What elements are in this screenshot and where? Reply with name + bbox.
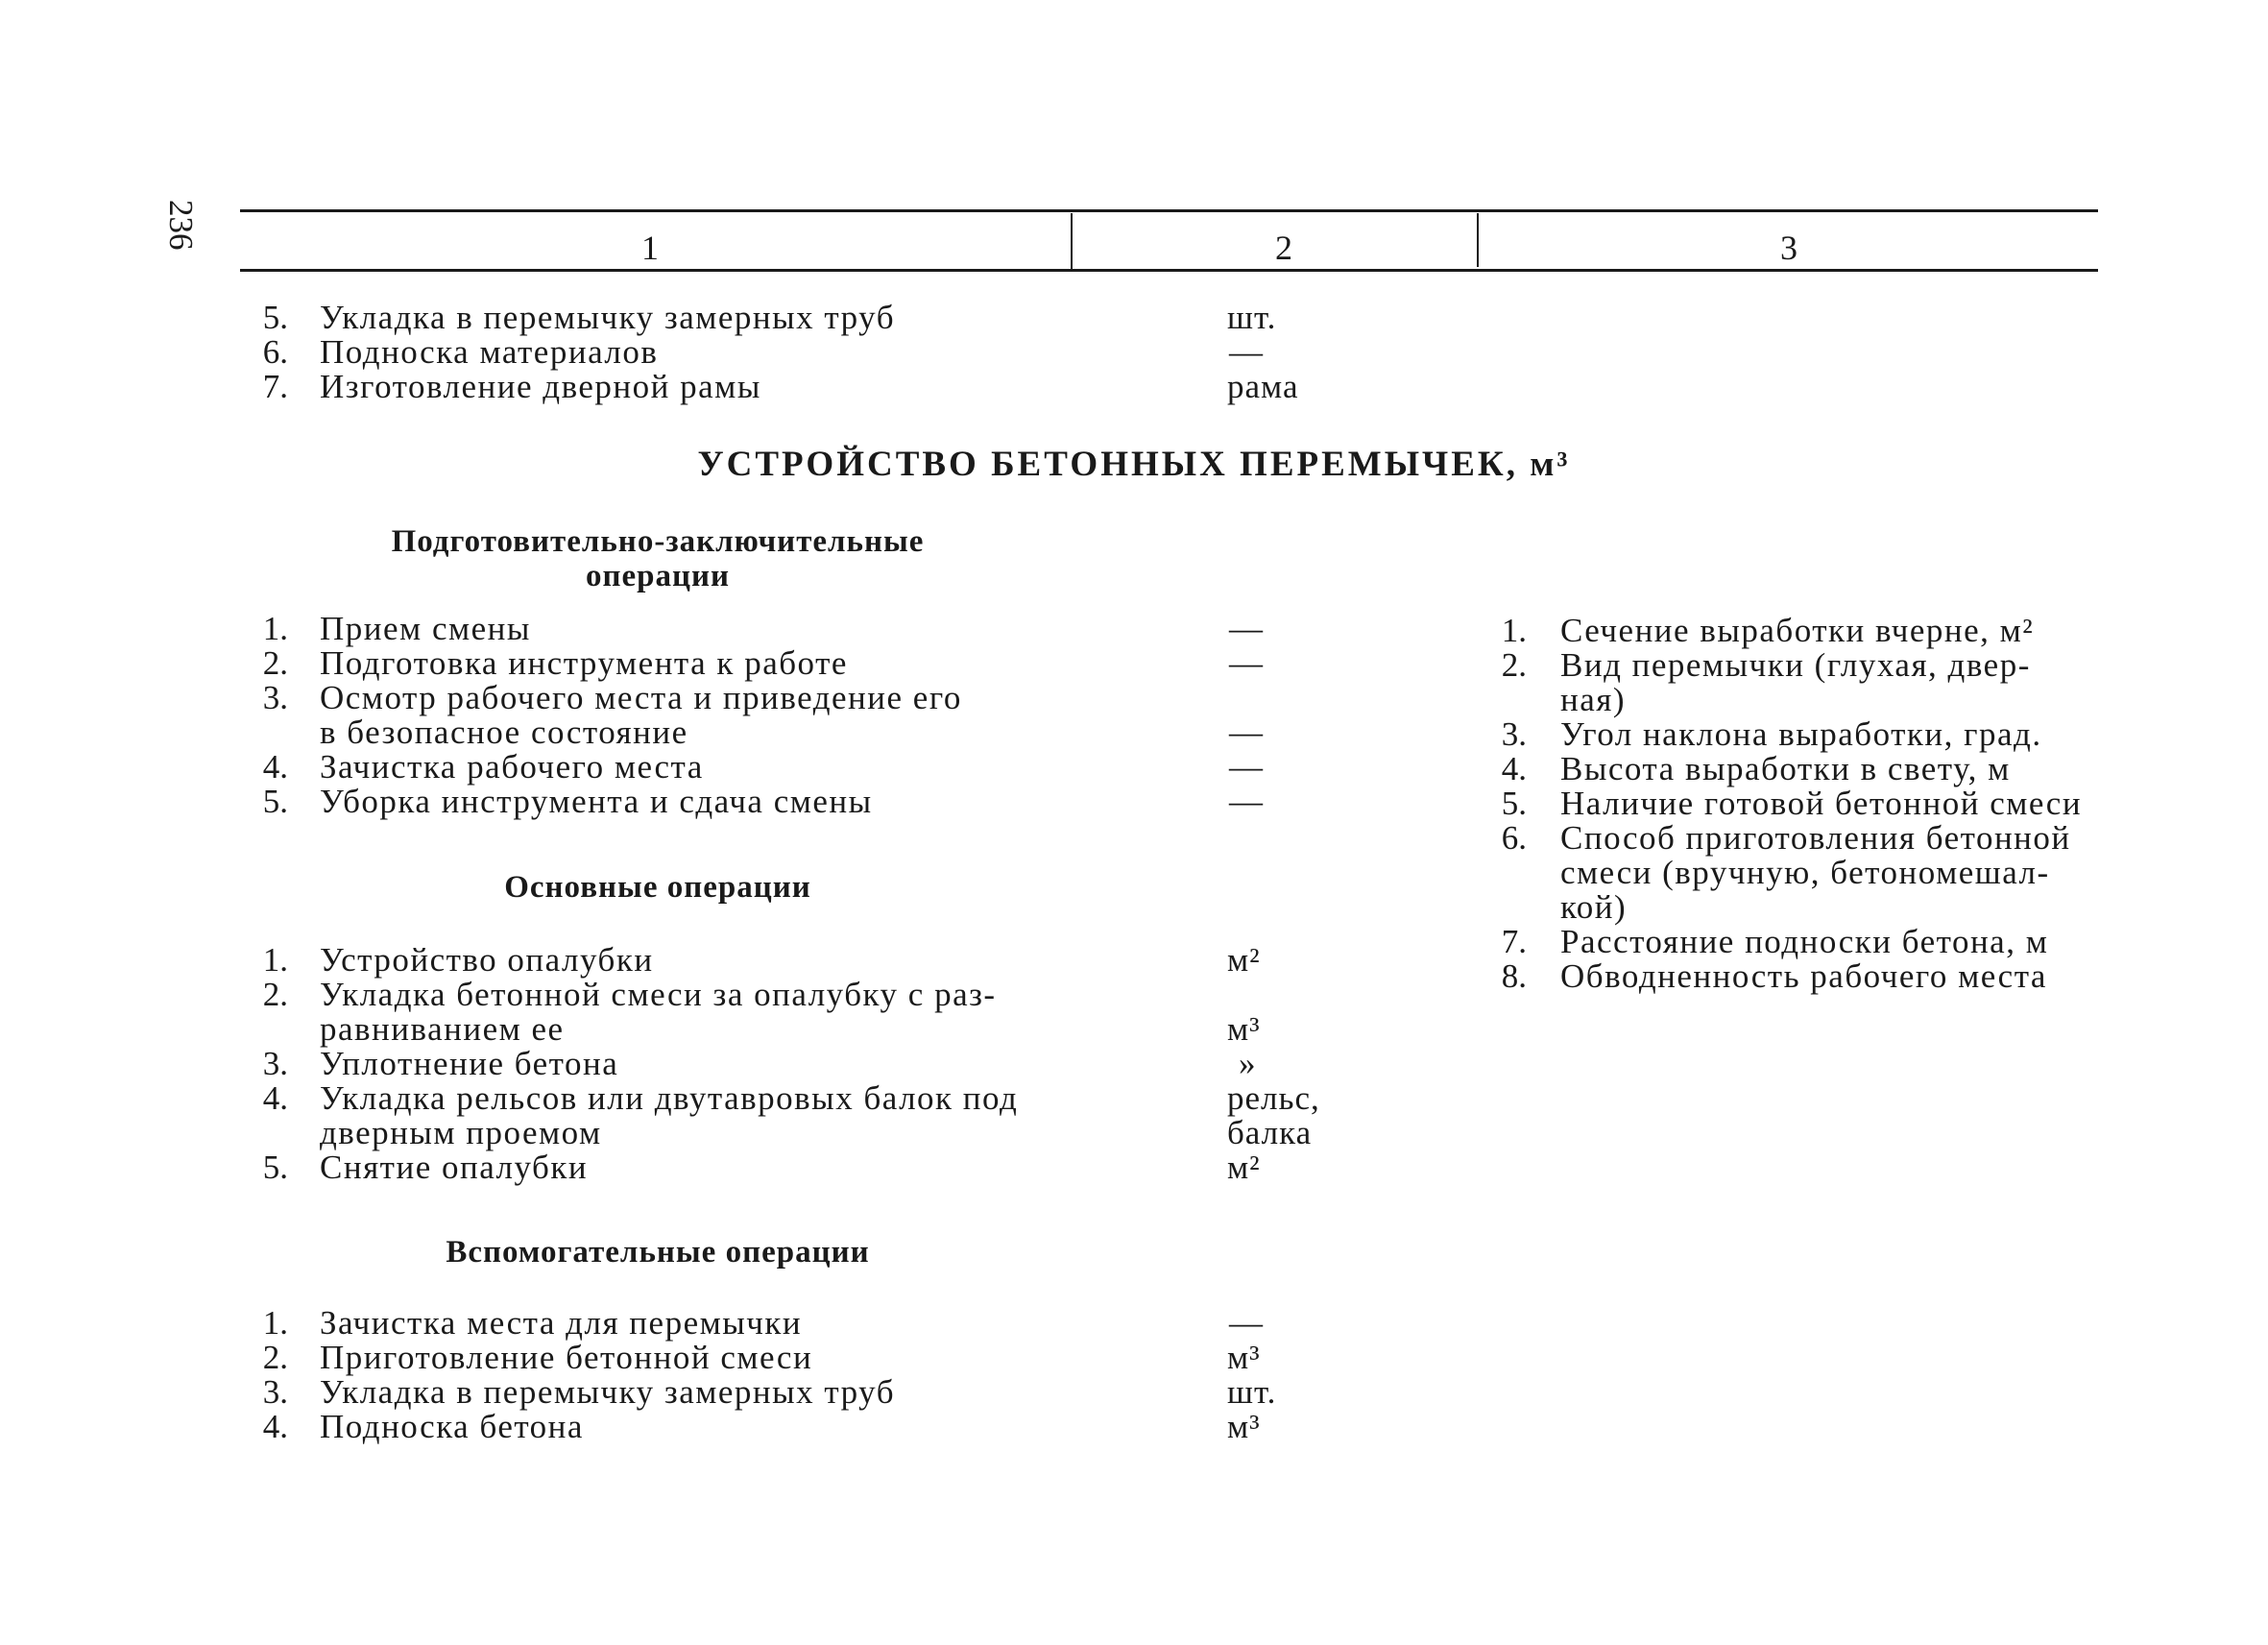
main-item-number: 1. — [262, 941, 288, 979]
main-item-text: Снятие опалубки — [320, 1149, 589, 1186]
column-header-3: 3 — [1780, 229, 1798, 267]
factor-text-cont: ная) — [1560, 681, 1627, 718]
prep-item-number: 1. — [262, 610, 288, 647]
prep-item-text-cont: в безопасное состояние — [320, 714, 688, 751]
main-item-unit: м² — [1227, 1149, 1261, 1186]
main-item-unit-cont: балка — [1227, 1114, 1313, 1151]
top-item-text: Укладка в перемычку замерных труб — [320, 299, 896, 336]
prep-item-number: 3. — [262, 679, 288, 716]
factor-number: 3. — [1501, 715, 1527, 753]
top-item-unit: — — [1229, 333, 1264, 371]
factor-number: 6. — [1501, 819, 1527, 857]
main-item-unit: » — [1239, 1045, 1257, 1082]
top-item-text: Изготовление дверной рамы — [320, 368, 761, 405]
main-item-unit: м² — [1227, 941, 1261, 979]
aux-item-unit: м³ — [1227, 1339, 1261, 1376]
aux-item-text: Зачистка места для перемычки — [320, 1304, 803, 1342]
aux-item-text: Укладка в перемычку замерных труб — [320, 1373, 896, 1411]
main-item-number: 3. — [262, 1045, 288, 1082]
top-item-number: 6. — [262, 333, 288, 371]
top-item-text: Подноска материалов — [320, 333, 659, 371]
main-item-unit: рельс, — [1227, 1079, 1320, 1117]
main-item-text-cont: дверным проемом — [320, 1114, 602, 1151]
factor-text: Сечение выработки вчерне, м² — [1560, 612, 2035, 649]
table-top-rule — [240, 209, 2098, 212]
main-item-text: Укладка рельсов или двутавровых балок под — [320, 1079, 1019, 1117]
table-header-bottom-rule — [240, 269, 2098, 272]
main-item-number: 4. — [262, 1079, 288, 1117]
main-item-unit: м³ — [1227, 1010, 1261, 1048]
prep-item-unit: — — [1229, 644, 1264, 682]
prep-item-text: Уборка инструмента и сдача смены — [320, 783, 873, 820]
prep-item-text: Подготовка инструмента к работе — [320, 644, 848, 682]
prep-item-unit: — — [1229, 610, 1264, 647]
factor-number: 8. — [1501, 957, 1527, 995]
aux-item-number: 1. — [262, 1304, 288, 1342]
column-header-2: 2 — [1275, 229, 1292, 267]
prep-item-text: Зачистка рабочего места — [320, 748, 704, 786]
main-item-text: Уплотнение бетона — [320, 1045, 619, 1082]
aux-heading: Вспомогательные операции — [446, 1235, 870, 1270]
aux-item-text: Приготовление бетонной смеси — [320, 1339, 813, 1376]
top-item-number: 5. — [262, 299, 288, 336]
aux-item-unit: шт. — [1227, 1373, 1277, 1411]
prep-item-unit: — — [1229, 748, 1264, 786]
prep-item-text: Осмотр рабочего места и приведение его — [320, 679, 962, 716]
column-header-1: 1 — [641, 229, 659, 267]
column-divider-1 — [1071, 213, 1073, 269]
main-item-text: Укладка бетонной смеси за опалубку с раз- — [320, 976, 997, 1013]
prep-item-unit: — — [1229, 714, 1264, 751]
prep-heading-line1: Подготовительно-заключительные — [391, 524, 925, 559]
factor-text: Высота выработки в свету, м — [1560, 750, 2011, 787]
main-item-text-cont: равниванием ее — [320, 1010, 565, 1048]
factor-number: 7. — [1501, 923, 1527, 960]
aux-item-number: 4. — [262, 1408, 288, 1445]
top-item-unit: шт. — [1227, 299, 1277, 336]
aux-item-unit: м³ — [1227, 1408, 1261, 1445]
factor-number: 2. — [1501, 646, 1527, 684]
main-item-number: 2. — [262, 976, 288, 1013]
factor-text: Расстояние подноски бетона, м — [1560, 923, 2049, 960]
factor-text: Наличие готовой бетонной смеси — [1560, 785, 2083, 822]
aux-item-number: 3. — [262, 1373, 288, 1411]
factor-number: 5. — [1501, 785, 1527, 822]
prep-heading-line2: операции — [585, 559, 731, 593]
factor-text-cont: кой) — [1560, 888, 1628, 926]
aux-item-text: Подноска бетона — [320, 1408, 584, 1445]
factor-text: Угол наклона выработки, град. — [1560, 715, 2042, 753]
prep-item-number: 5. — [262, 783, 288, 820]
main-item-number: 5. — [262, 1149, 288, 1186]
page-number: 236 — [162, 200, 200, 251]
prep-item-unit: — — [1229, 783, 1264, 820]
factor-text: Обводненность рабочего места — [1560, 957, 2047, 995]
prep-item-number: 2. — [262, 644, 288, 682]
factor-number: 4. — [1501, 750, 1527, 787]
prep-item-text: Прием смены — [320, 610, 531, 647]
main-item-text: Устройство опалубки — [320, 941, 654, 979]
factor-text: Вид перемычки (глухая, двер- — [1560, 646, 2031, 684]
column-divider-2 — [1477, 213, 1479, 267]
factor-text-cont: смеси (вручную, бетономешал- — [1560, 854, 2050, 891]
factor-number: 1. — [1501, 612, 1527, 649]
factor-text: Способ приготовления бетонной — [1560, 819, 2071, 857]
main-heading: Основные операции — [504, 870, 811, 905]
top-item-unit: рама — [1227, 368, 1299, 405]
aux-item-number: 2. — [262, 1339, 288, 1376]
top-item-number: 7. — [262, 368, 288, 405]
prep-item-number: 4. — [262, 748, 288, 786]
aux-item-unit: — — [1229, 1304, 1264, 1342]
section-title: УСТРОЙСТВО БЕТОННЫХ ПЕРЕМЫЧЕК, м³ — [697, 445, 1571, 484]
